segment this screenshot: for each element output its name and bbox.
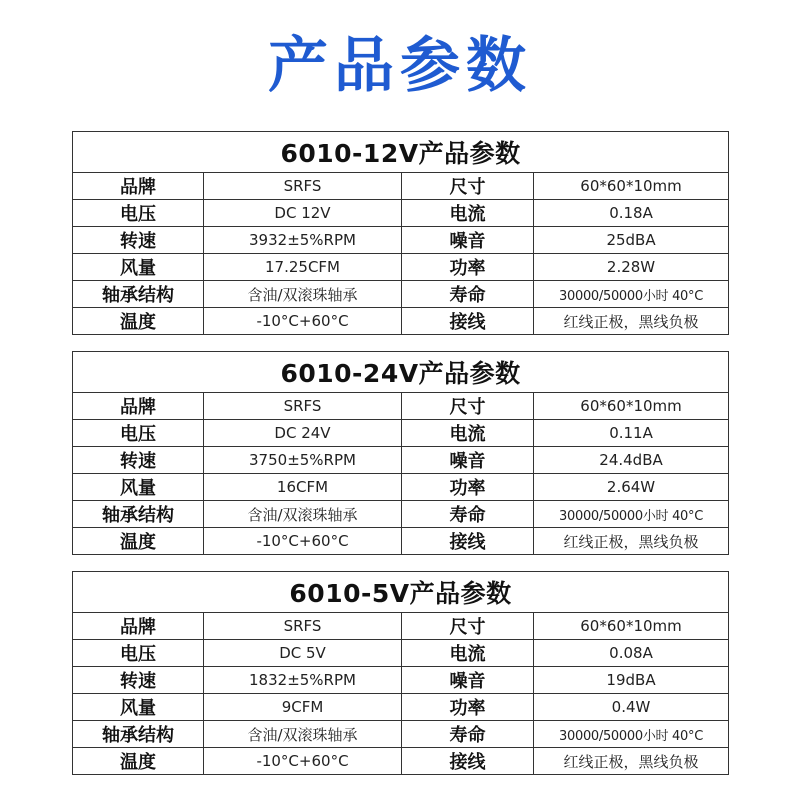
param-label: 品牌	[73, 173, 204, 200]
param-label: 电压	[73, 640, 204, 667]
table-row	[73, 420, 729, 447]
param-value: 2.28W	[534, 254, 729, 281]
param-value: SRFS	[204, 393, 402, 420]
param-value: 红线正极，黑线负极	[534, 748, 729, 775]
param-label: 接线	[402, 748, 534, 775]
param-value: DC 12V	[204, 200, 402, 227]
param-value: 30000/50000小时 40°C	[534, 281, 729, 308]
param-value: 24.4dBA	[534, 447, 729, 474]
param-value: 9CFM	[204, 694, 402, 721]
param-label: 尺寸	[402, 613, 534, 640]
table-row	[73, 501, 729, 528]
param-label: 电流	[402, 200, 534, 227]
param-value: -10°C+60°C	[204, 528, 402, 555]
param-value: 红线正极，黑线负极	[534, 308, 729, 335]
param-label: 电压	[73, 200, 204, 227]
param-value: 16CFM	[204, 474, 402, 501]
table-title: 6010-5V产品参数	[73, 572, 729, 613]
table-row	[73, 748, 729, 775]
param-label: 温度	[73, 308, 204, 335]
param-value: 60*60*10mm	[534, 173, 729, 200]
param-label: 品牌	[73, 613, 204, 640]
table-row	[73, 200, 729, 227]
param-label: 噪音	[402, 447, 534, 474]
param-label: 风量	[73, 254, 204, 281]
param-label: 轴承结构	[73, 721, 204, 748]
param-label: 功率	[402, 694, 534, 721]
table-row	[73, 613, 729, 640]
param-value: 60*60*10mm	[534, 613, 729, 640]
param-label: 接线	[402, 528, 534, 555]
param-value: 含油/双滚珠轴承	[204, 721, 402, 748]
param-value: 0.08A	[534, 640, 729, 667]
table-title: 6010-24V产品参数	[73, 352, 729, 393]
table-row	[73, 640, 729, 667]
param-label: 风量	[73, 474, 204, 501]
param-value: 3932±5%RPM	[204, 227, 402, 254]
param-label: 尺寸	[402, 393, 534, 420]
table-row	[73, 308, 729, 335]
param-value: -10°C+60°C	[204, 748, 402, 775]
param-label: 品牌	[73, 393, 204, 420]
param-value: 含油/双滚珠轴承	[204, 501, 402, 528]
param-value: SRFS	[204, 613, 402, 640]
param-label: 接线	[402, 308, 534, 335]
table-row	[73, 281, 729, 308]
table-title: 6010-12V产品参数	[73, 132, 729, 173]
param-value: 17.25CFM	[204, 254, 402, 281]
param-value: 2.64W	[534, 474, 729, 501]
param-label: 电流	[402, 420, 534, 447]
table-row	[73, 227, 729, 254]
param-label: 功率	[402, 474, 534, 501]
param-value: 3750±5%RPM	[204, 447, 402, 474]
param-label: 风量	[73, 694, 204, 721]
table-row	[73, 447, 729, 474]
param-label: 转速	[73, 447, 204, 474]
spec-table-24v	[72, 351, 729, 555]
param-value: 25dBA	[534, 227, 729, 254]
table-row	[73, 393, 729, 420]
param-label: 功率	[402, 254, 534, 281]
param-value: SRFS	[204, 173, 402, 200]
page-title: 产品参数	[268, 31, 532, 101]
table-row	[73, 667, 729, 694]
param-value: 19dBA	[534, 667, 729, 694]
spec-table-12v	[72, 131, 729, 335]
param-value: 0.11A	[534, 420, 729, 447]
param-value: DC 5V	[204, 640, 402, 667]
param-label: 转速	[73, 667, 204, 694]
table-row	[73, 694, 729, 721]
param-value: 红线正极，黑线负极	[534, 528, 729, 555]
param-value: 60*60*10mm	[534, 393, 729, 420]
param-label: 噪音	[402, 227, 534, 254]
param-label: 电流	[402, 640, 534, 667]
param-label: 寿命	[402, 281, 534, 308]
spec-table-5v	[72, 571, 729, 775]
param-value: DC 24V	[204, 420, 402, 447]
param-value: 0.4W	[534, 694, 729, 721]
param-label: 轴承结构	[73, 281, 204, 308]
table-row	[73, 173, 729, 200]
param-label: 噪音	[402, 667, 534, 694]
param-label: 电压	[73, 420, 204, 447]
param-value: 30000/50000小时 40°C	[534, 501, 729, 528]
param-label: 寿命	[402, 501, 534, 528]
param-value: 1832±5%RPM	[204, 667, 402, 694]
param-value: -10°C+60°C	[204, 308, 402, 335]
table-row	[73, 721, 729, 748]
param-label: 温度	[73, 528, 204, 555]
param-label: 温度	[73, 748, 204, 775]
param-value: 含油/双滚珠轴承	[204, 281, 402, 308]
table-row	[73, 474, 729, 501]
param-label: 寿命	[402, 721, 534, 748]
param-value: 0.18A	[534, 200, 729, 227]
param-label: 尺寸	[402, 173, 534, 200]
table-row	[73, 528, 729, 555]
param-value: 30000/50000小时 40°C	[534, 721, 729, 748]
table-row	[73, 254, 729, 281]
param-label: 轴承结构	[73, 501, 204, 528]
param-label: 转速	[73, 227, 204, 254]
